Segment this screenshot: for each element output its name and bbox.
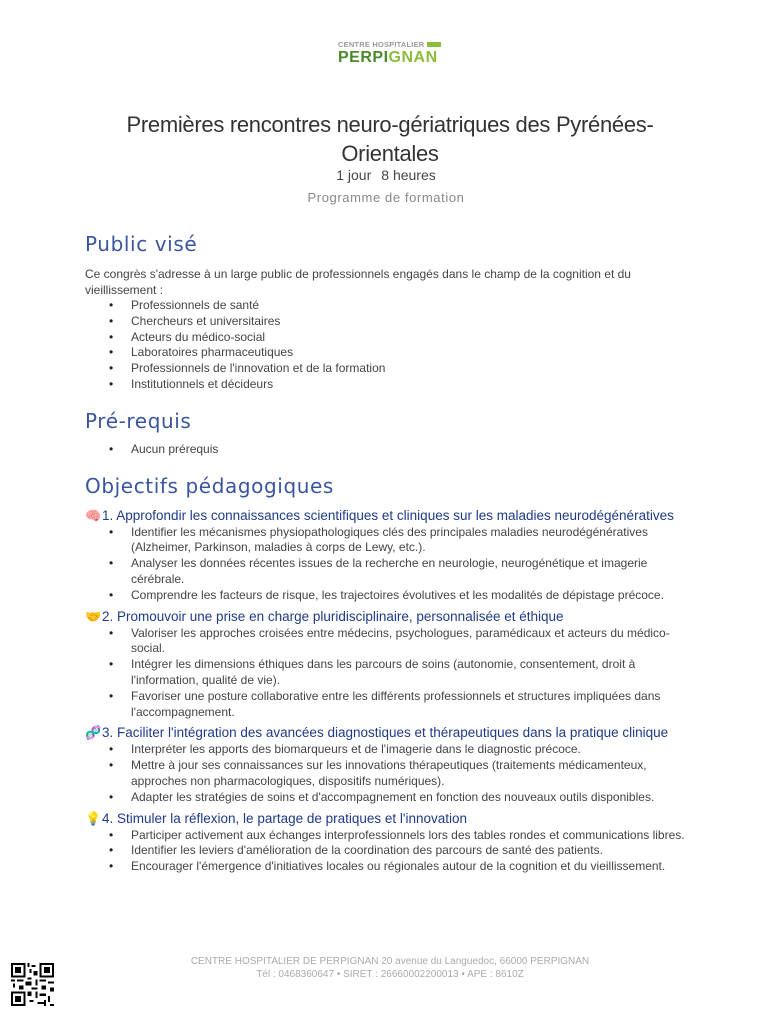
objective-section-2 [85, 607, 700, 721]
qr-code-icon [11, 963, 54, 1006]
list-item: • Analyser les données récentes issues de la recherche en neurologie, neurogénétique et imagerie cérébrale. [131, 556, 700, 588]
public-heading: Public visé [85, 232, 198, 256]
list-item: • Institutionnels et décideurs [131, 377, 700, 393]
prereq-heading: Pré-requis [85, 408, 192, 433]
page-title: Premières rencontres neuro-gériatriques des Pyrénées-Orientales [126, 112, 654, 166]
list-item: • Valoriser les approches croisées entre médecins, psychologues, paramédicaux et acteurs du médico-social. [131, 626, 700, 658]
list-item: • Encourager l'émergence d'initiatives locales ou régionales autour de la cognition et du vieillissement. [131, 859, 700, 875]
objective-section-3 [85, 723, 700, 805]
footer-ids: Tél : 0468360647 • SIRET : 26660002200013 • APE : 8610Z [256, 969, 524, 980]
public-list [85, 298, 700, 393]
prereq-list [85, 442, 700, 458]
footer [140, 955, 640, 981]
objective-title: 🧬3. Faciliter l'intégration des avancées diagnostiques et thérapeutiques dans la pratique clinique [85, 725, 669, 741]
list-item: • Mettre à jour ses connaissances sur les innovations thérapeutiques (traitements médicamenteux, approches non pharmacologiques, dispositifs numériques). [131, 758, 700, 790]
duration [0, 167, 772, 183]
list-item: • Comprendre les facteurs de risque, les trajectoires évolutives et les modalités de dépistage précoce. [131, 588, 700, 604]
duration-hours: 8 heures [381, 167, 436, 183]
objectives-heading: Objectifs pédagogiques [85, 473, 334, 498]
lightbulb-icon: 💡 [85, 810, 102, 826]
list-item: • Chercheurs et universitaires [131, 314, 700, 330]
footer-address: CENTRE HOSPITALIER DE PERPIGNAN 20 avenue du Languedoc, 66000 PERPIGNAN [190, 956, 590, 967]
hospital-logo [338, 40, 448, 66]
list-item: • Intégrer les dimensions éthiques dans les parcours de soins (autonomie, consentement, droit à l'information, qualité de vie). [131, 657, 700, 689]
public-intro: Ce congrès s'adresse à un large public de professionnels engagés dans le champ de la cognition et du vieillissement : [85, 267, 631, 297]
list-item: • Acteurs du médico-social [131, 330, 700, 346]
list-item: • Adapter les stratégies de soins et d'accompagnement en fonction des nouveaux outils disponibles. [131, 790, 700, 806]
logo-main-b: GNAN [388, 49, 438, 66]
page-subtitle: Programme de formation [307, 190, 465, 205]
main-content [85, 232, 700, 875]
list-item: • Laboratoires pharmaceutiques [131, 345, 700, 361]
logo-main-a: PERPI [338, 49, 389, 66]
handshake-icon: 🤝 [85, 608, 102, 624]
list-item: • Identifier les leviers d'amélioration de la coordination des parcours de santé des patients. [131, 843, 700, 859]
brain-icon: 🧠 [85, 507, 102, 523]
objective-section-1 [85, 506, 700, 604]
objective-section-4 [85, 809, 700, 875]
duration-days: 1 jour [336, 167, 372, 183]
logo-bar [427, 42, 441, 47]
objective-title: 🤝2. Promouvoir une prise en charge pluridisciplinaire, personnalisée et éthique [85, 608, 564, 624]
objective-title: 💡4. Stimuler la réflexion, le partage de pratiques et l'innovation [85, 810, 468, 826]
logo-top-text: CENTRE HOSPITALIER [338, 40, 425, 49]
list-item: • Interpréter les apports des biomarqueurs et de l'imagerie dans le diagnostic précoce. [131, 742, 700, 758]
list-item: • Participer activement aux échanges interprofessionnels lors des tables rondes et communications libres. [131, 828, 700, 844]
list-item: • Professionnels de l'innovation et de la formation [131, 361, 700, 377]
list-item: • Identifier les mécanismes physiopathologiques clés des principales maladies neurodégénératives (Alzheimer, Parkinson, maladies à corps de Lewy, etc.). [131, 525, 700, 557]
list-item: • Aucun prérequis [131, 442, 700, 458]
list-item: • Professionnels de santé [131, 298, 700, 314]
objective-title: 🧠1. Approfondir les connaissances scientifiques et cliniques sur les maladies neurodégénératives [85, 507, 674, 523]
list-item: • Favoriser une posture collaborative entre les différents professionnels et structures impliquées dans l'accompagnement. [131, 689, 700, 721]
dna-icon: 🧬 [85, 725, 102, 741]
